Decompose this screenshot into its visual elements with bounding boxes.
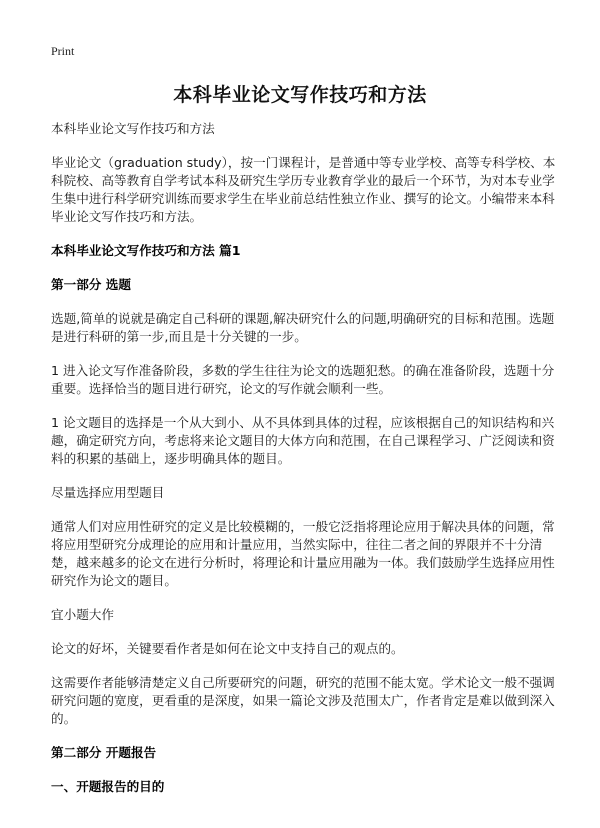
part1-heading: 第一部分 选题 (51, 277, 131, 292)
sub2-paragraph-2: 这需要作者能够清楚定义自己所要研究的问题，研究的范围不能太宽。学术论文一般不强调研究问题的宽度，更看重的是深度，如果一篇论文涉及范围太广，作者肯定是难以做到深入的。 (51, 675, 555, 726)
part2-subheading: 一、开题报告的目的 (51, 779, 165, 794)
document-subtitle: 本科毕业论文写作技巧和方法 (51, 121, 215, 136)
sub1-paragraph: 通常人们对应用性研究的定义是比较模糊的，一般它泛指将理论应用于解决具体的问题，常将应用型研究分成理论的应用和计量应用，当然实际中，往往二者之间的界限并不十分清楚，越来越多的论文在进行分析时，将理论和计量应用融为一体。我们鼓励学生选择应用性研究作为论文的题目。 (51, 519, 555, 588)
section-heading: 本科毕业论文写作技巧和方法 篇1 (51, 243, 241, 258)
intro-paragraph: 毕业论文（graduation study），按一门课程计，是普通中等专业学校、高等专科学校、本科院校、高等教育自学考试本科及研究生学历专业教育学业的最后一个环节，为对本专业学生集中进行科学研究训练而要求学生在毕业前总结性独立作业、撰写的论文。小编带来本科毕业论文写作技巧和方法。 (51, 155, 556, 224)
sub2-heading: 宜小题大作 (51, 607, 114, 622)
document-body (51, 120, 556, 796)
sub1-heading: 尽量选择应用型题目 (51, 485, 165, 500)
part1-paragraph-1: 选题,简单的说就是确定自己科研的课题,解决研究什么的问题,明确研究的目标和范围。选题是进行科研的第一步,而且是十分关键的一步。 (51, 311, 555, 344)
part1-paragraph-2: 1 进入论文写作准备阶段，多数的学生往往为论文的选题犯愁。的确在准备阶段，选题十分重要。选择恰当的题目进行研究，论文的写作就会顺利一些。 (51, 363, 555, 396)
part2-heading: 第二部分 开题报告 (51, 745, 157, 760)
part1-paragraph-3: 1 论文题目的选择是一个从大到小、从不具体到具体的过程，应该根据自己的知识结构和兴趣，确定研究方向，考虑将来论文题目的大体方向和范围，在自己课程学习、广泛阅读和资料的积累的基础上，逐步明确具体的题目。 (51, 415, 555, 466)
sub2-paragraph-1: 论文的好坏，关键要看作者是如何在论文中支持自己的观点的。 (51, 641, 404, 656)
page-title: 本科毕业论文写作技巧和方法 (173, 84, 427, 106)
print-label: Print (51, 44, 75, 58)
